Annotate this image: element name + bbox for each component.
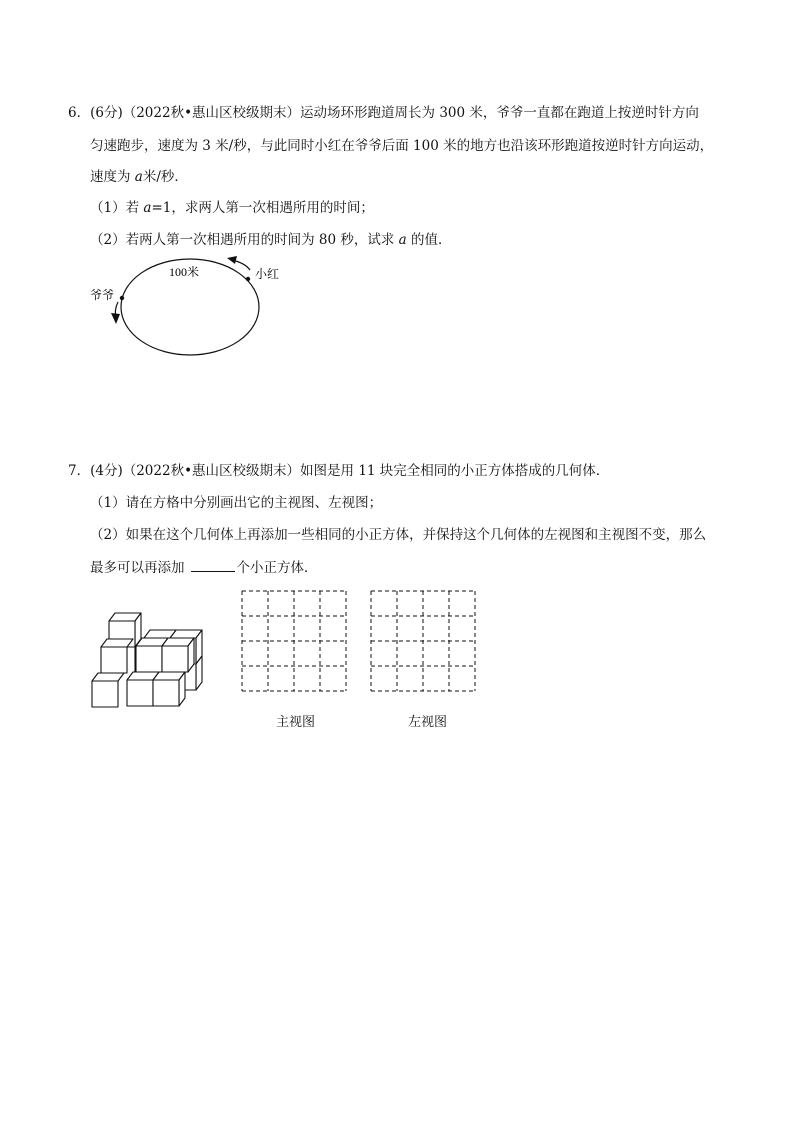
front-view-caption: 主视图 (276, 715, 316, 730)
xiaohong-arrowhead (227, 256, 237, 264)
q7-sub2-cont (90, 559, 318, 577)
left-view-caption: 左视图 (408, 715, 448, 730)
q6-sub2-var: a (398, 232, 407, 248)
q6-sub2 (90, 231, 452, 249)
left-view-grid[interactable] (369, 589, 477, 693)
q6-var-a: a (134, 169, 143, 185)
q6-line3 (90, 168, 188, 186)
q6-sub2-rest: 的值． (406, 232, 452, 248)
q6-sub1 (90, 199, 374, 217)
q7-line1: 7．(4分)（2022秋•惠山区校级期末）如图是用 11 块完全相同的小正方体搭成的几何体． (68, 463, 610, 479)
q6-sub1-var: a (143, 200, 152, 216)
cube-bottom-3 (153, 672, 185, 706)
q6-line1: 6．(6分)（2022秋•惠山区校级期末）运动场环形跑道周长为 300 米，爷爷一直都在跑道上按逆时针方向 (68, 105, 699, 121)
xiaohong-point (246, 277, 250, 281)
front-view-grid[interactable] (240, 589, 348, 693)
q6-sub2-text: （2）若两人第一次相遇所用的时间为 80 秒，试求 (90, 232, 399, 248)
q7-sub2-cont-text: 最多可以再添加 (90, 560, 185, 576)
q6-line2: 匀速跑步，速度为 3 米/秒，与此同时小红在爷爷后面 100 米的地方也沿该环形跑道按逆时针方向运动， (90, 138, 714, 154)
track-diagram (80, 250, 290, 390)
cube-mid-3 (162, 638, 194, 672)
label-distance: 100米 (169, 265, 200, 279)
answer-blank[interactable] (191, 559, 235, 572)
label-yeye: 爷爷 (90, 288, 115, 302)
q7-sub1: （1）请在方格中分别画出它的主视图、左视图； (90, 495, 383, 511)
label-xiaohong: 小红 (255, 267, 280, 281)
q7-sub2-cont-rest: 个小正方体． (236, 560, 318, 576)
q6-line3-unit: 米/秒． (142, 169, 188, 185)
q6-sub1-rest: =1，求两人第一次相遇所用的时间； (151, 200, 374, 216)
q6-sub1-text: （1）若 (90, 200, 144, 216)
yeye-point (120, 296, 124, 300)
cube-stack-figure (88, 600, 213, 712)
cube-bottom-1 (92, 673, 124, 707)
yeye-arrowhead (111, 313, 120, 324)
q6-line3-text: 速度为 (90, 169, 135, 185)
q7-sub2: （2）如果在这个几何体上再添加一些相同的小正方体，并保持这个几何体的左视图和主视图不变，那么 (90, 527, 707, 543)
